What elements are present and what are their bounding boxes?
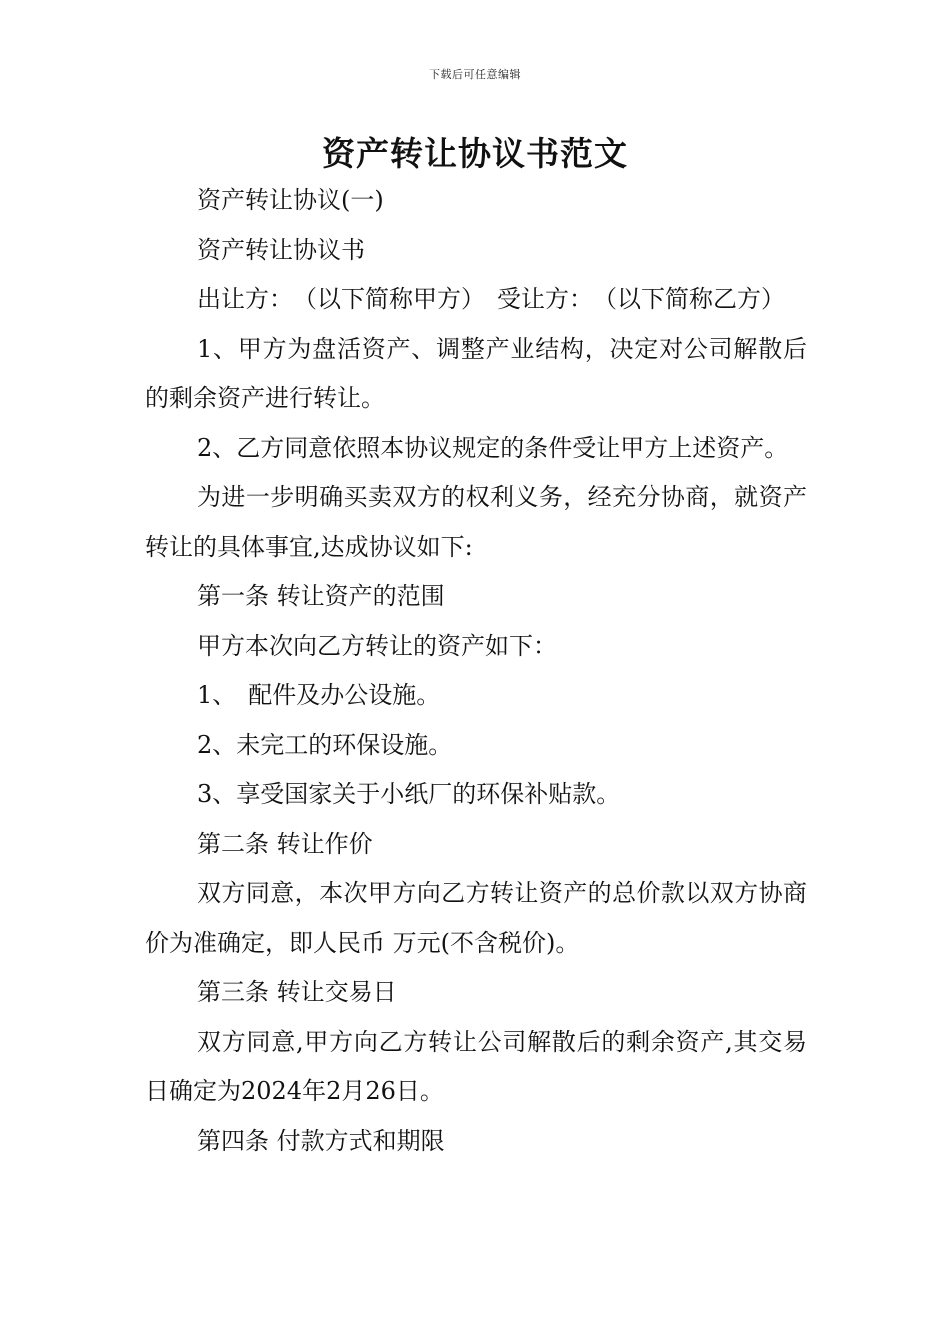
paragraph-subtitle: 资产转让协议(一) [197,186,384,214]
article-2-heading: 第二条 转让作价 [197,829,373,858]
paragraph-clause-1: 1、甲方为盘活资产、调整产业结构，决定对公司解散后的剩余资产进行转让。 [145,334,807,412]
article-2-text: 双方同意，本次甲方向乙方转让资产的总价款以双方协商价为准确定，即人民币 万元(不含税价)。 [145,879,807,957]
paragraph-intro: 为进一步明确买卖双方的权利义务，经充分协商，就资产转让的具体事宜,达成协议如下: [145,483,807,561]
article-3-text: 双方同意,甲方向乙方转让公司解散后的剩余资产,其交易日确定为2024年2月26日。 [145,1027,807,1105]
paragraph-parties: 出让方： （以下简称甲方） 受让方： （以下简称乙方） [197,285,785,313]
asset-item-3: 3、享受国家关于小纸厂的环保补贴款。 [197,780,621,808]
asset-item-1: 1、 配件及办公设施。 [197,681,441,709]
article-1-heading: 第一条 转让资产的范围 [197,582,445,610]
asset-item-2: 2、未完工的环保设施。 [197,730,453,759]
document-title: 资产转让协议书范文 [322,134,628,173]
header-note: 下载后可任意编辑 [429,68,521,81]
document-body [145,176,807,1166]
paragraph-clause-2: 2、乙方同意依照本协议规定的条件受让甲方上述资产。 [197,433,789,462]
article-3-heading: 第三条 转让交易日 [197,978,397,1006]
article-1-text: 甲方本次向乙方转让的资产如下： [197,631,557,660]
paragraph-heading: 资产转让协议书 [197,235,365,264]
article-4-heading: 第四条 付款方式和期限 [197,1126,445,1155]
